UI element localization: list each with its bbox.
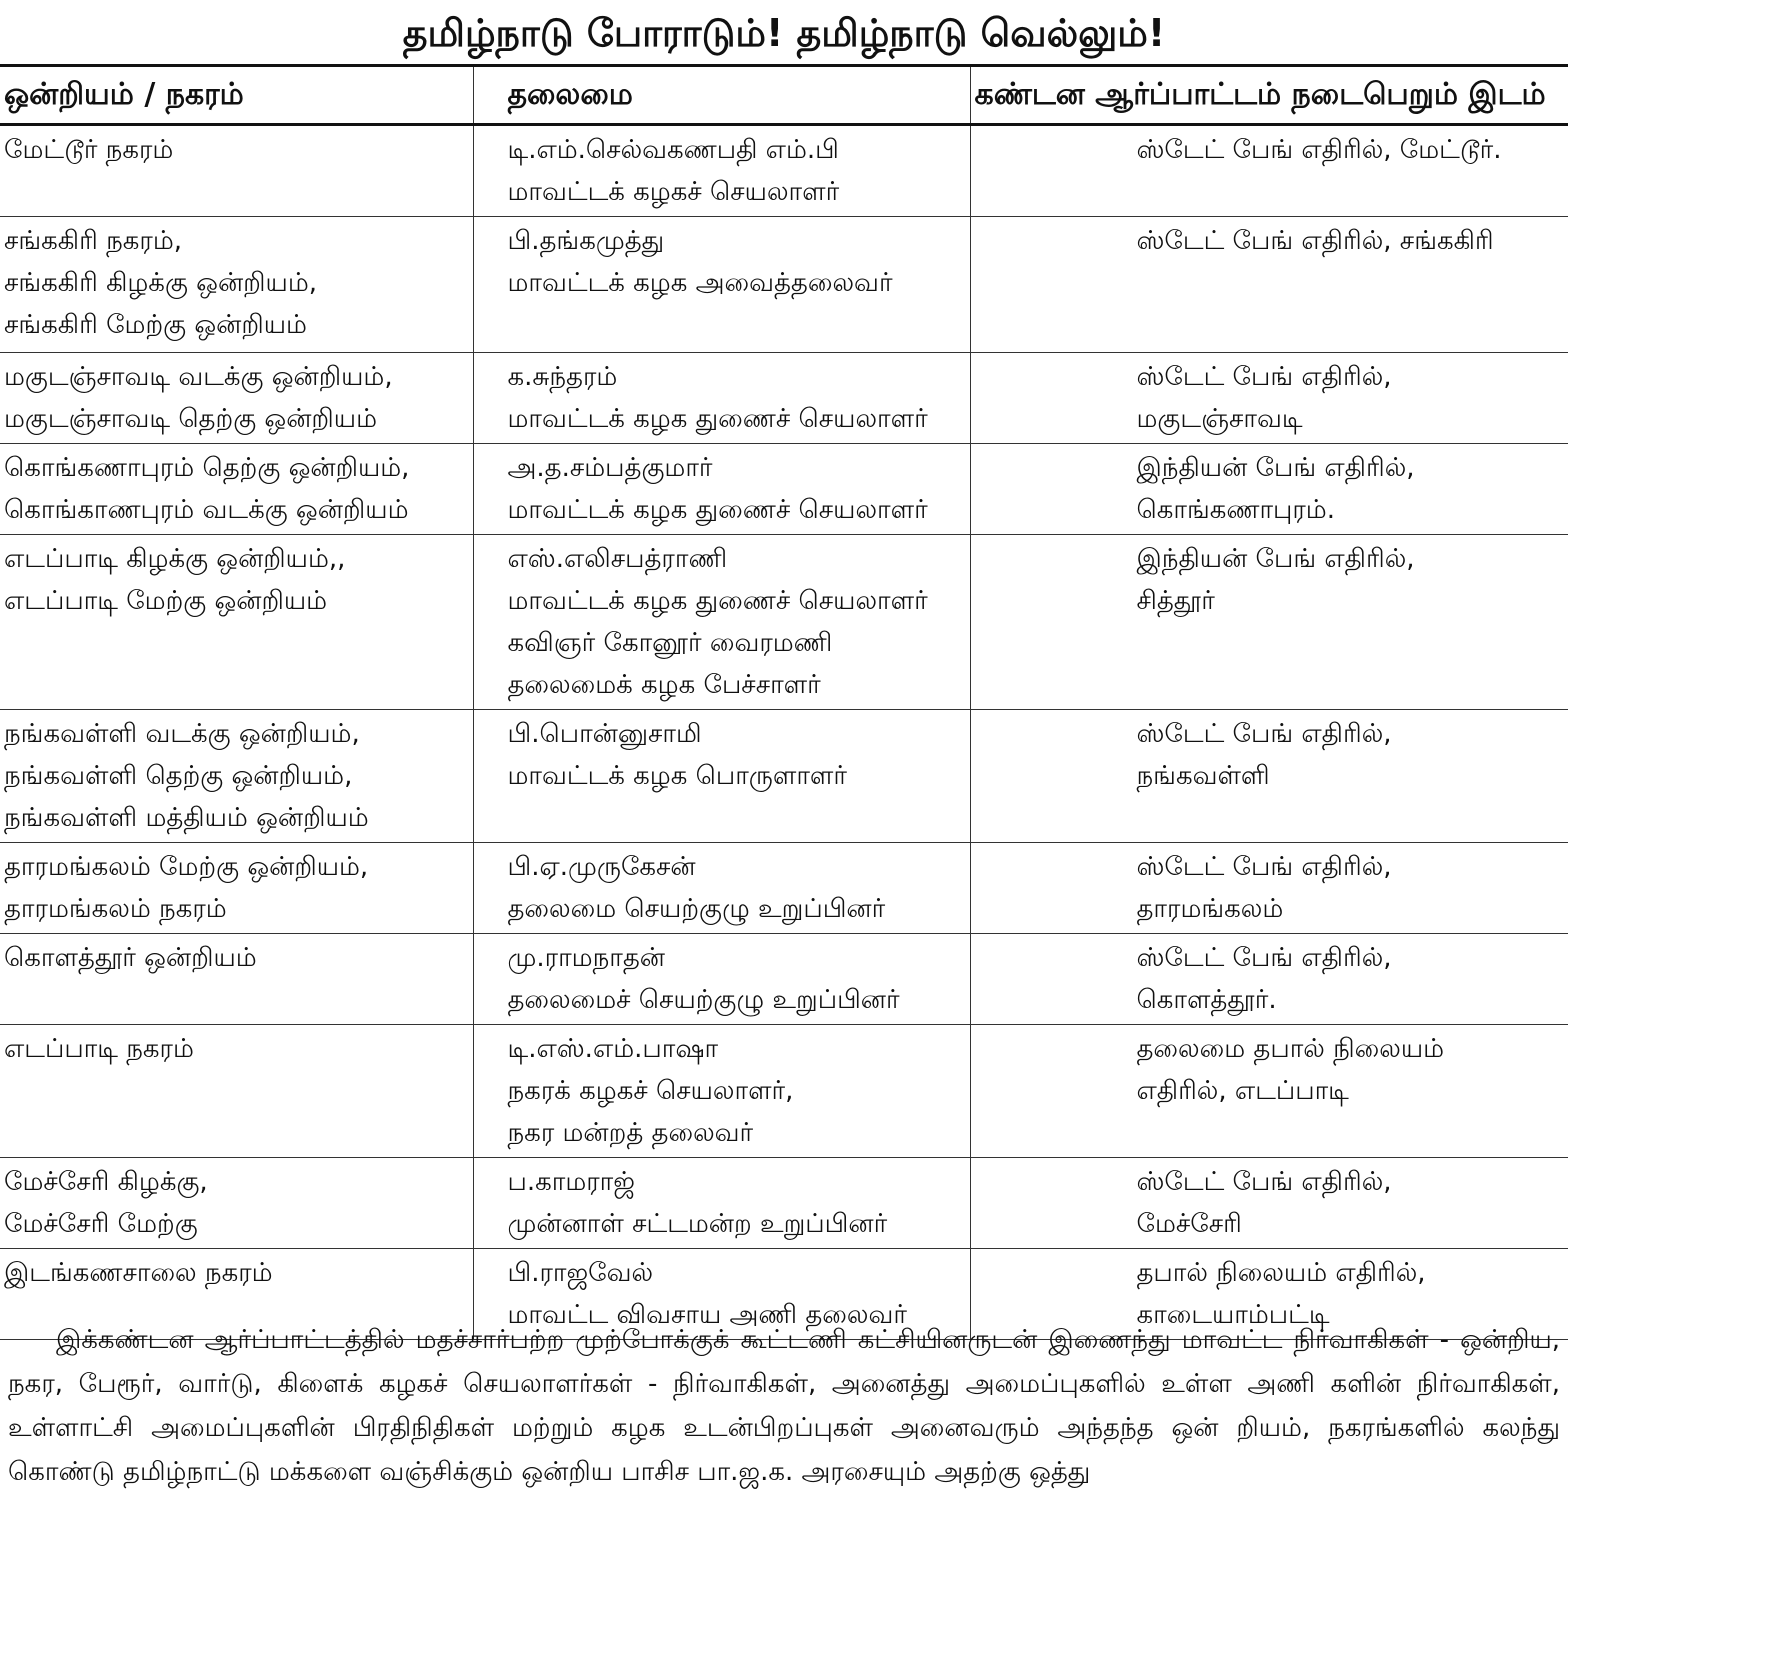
area-cell-line: மகுடஞ்சாவடி வடக்கு ஒன்றியம், xyxy=(4,362,393,392)
leader-cell-line: மாவட்டக் கழக அவைத்தலைவர் xyxy=(507,268,893,298)
venue-cell-line: மகுடஞ்சாவடி xyxy=(1136,404,1303,434)
area-cell-line: எடப்பாடி நகரம் xyxy=(4,1034,194,1064)
footer-paragraph xyxy=(0,1318,1568,1494)
table-row xyxy=(0,843,1568,934)
column-header-area: ஒன்றியம் / நகரம் xyxy=(0,66,473,125)
leader-cell-line: க.சுந்தரம் xyxy=(507,362,618,392)
venue-cell-line: இந்தியன் பேங் எதிரில், xyxy=(1136,453,1415,483)
area-cell-line: நங்கவள்ளி மத்தியம் ஒன்றியம் xyxy=(4,803,369,833)
leader-cell xyxy=(473,125,970,217)
table-row xyxy=(0,444,1568,535)
area-cell xyxy=(0,934,473,1025)
column-header-venue: கண்டன ஆர்ப்பாட்டம் நடைபெறும் இடம் xyxy=(970,66,1568,125)
venue-cell-line: ஸ்டேட் பேங் எதிரில், xyxy=(1136,943,1392,973)
leader-cell xyxy=(473,843,970,934)
area-cell-line: சங்ககிரி மேற்கு ஒன்றியம் xyxy=(4,310,307,340)
leader-cell-line: மாவட்டக் கழக துணைச் செயலாளர் xyxy=(507,586,928,616)
leader-cell-line: தலைமைச் செயற்குழு உறுப்பினர் xyxy=(507,985,900,1015)
venue-cell xyxy=(970,217,1568,353)
leader-cell-line: மாவட்ட விவசாய அணி தலைவர் xyxy=(507,1300,907,1330)
area-cell-line: மேச்சேரி கிழக்கு, xyxy=(4,1167,208,1197)
leader-cell-line: எஸ்.எலிசபத்ராணி xyxy=(507,544,728,574)
venue-cell xyxy=(970,1158,1568,1249)
table-header-row xyxy=(0,66,1568,125)
leader-cell-line: மாவட்டக் கழக துணைச் செயலாளர் xyxy=(507,404,928,434)
area-cell xyxy=(0,535,473,710)
table-body xyxy=(0,125,1568,1340)
leader-cell-line: மு.ராமநாதன் xyxy=(507,943,665,973)
area-cell xyxy=(0,843,473,934)
leader-cell-line: மாவட்டக் கழக துணைச் செயலாளர் xyxy=(507,495,928,525)
venue-cell xyxy=(970,934,1568,1025)
leader-cell xyxy=(473,535,970,710)
venue-cell-line: மேச்சேரி xyxy=(1136,1209,1242,1239)
venue-cell xyxy=(970,1025,1568,1158)
venue-cell-line: சித்தூர் xyxy=(1136,586,1215,616)
table-row xyxy=(0,1158,1568,1249)
page-title: தமிழ்நாடு போராடும்! தமிழ்நாடு வெல்லும்! xyxy=(402,11,1166,55)
area-cell xyxy=(0,125,473,217)
area-cell-line: இடங்கணசாலை நகரம் xyxy=(4,1258,273,1288)
leader-cell-line: அ.த.சம்பத்குமார் xyxy=(507,453,713,483)
venue-cell-line: ஸ்டேட் பேங் எதிரில், xyxy=(1136,852,1392,882)
leader-cell-line: முன்னாள் சட்டமன்ற உறுப்பினர் xyxy=(507,1209,888,1239)
venue-cell-line: கொங்கணாபுரம். xyxy=(1136,495,1335,525)
protest-schedule-table xyxy=(0,64,1568,1340)
venue-cell-line: ஸ்டேட் பேங் எதிரில், xyxy=(1136,719,1392,749)
footer-note xyxy=(0,1318,1568,1494)
table-row xyxy=(0,710,1568,843)
table-row xyxy=(0,217,1568,353)
area-cell-line: கொங்காணபுரம் வடக்கு ஒன்றியம் xyxy=(4,495,409,525)
area-cell-line: சங்ககிரி நகரம், xyxy=(4,226,183,256)
leader-cell-line: பி.ஏ.முருகேசன் xyxy=(507,852,696,882)
venue-cell xyxy=(970,125,1568,217)
area-cell xyxy=(0,1158,473,1249)
area-cell-line: மேட்டூர் நகரம் xyxy=(4,135,174,165)
venue-cell xyxy=(970,535,1568,710)
leader-cell-line: நகர மன்றத் தலைவர் xyxy=(507,1118,754,1148)
area-cell-line: மகுடஞ்சாவடி தெற்கு ஒன்றியம் xyxy=(4,404,377,434)
venue-cell-line: ஸ்டேட் பேங் எதிரில், xyxy=(1136,1167,1392,1197)
leader-cell-line: பி.பொன்னுசாமி xyxy=(507,719,702,749)
leader-cell-line: மாவட்டக் கழக பொருளாளர் xyxy=(507,761,847,791)
area-cell-line: எடப்பாடி கிழக்கு ஒன்றியம்,, xyxy=(4,544,346,574)
area-cell-line: நங்கவள்ளி வடக்கு ஒன்றியம், xyxy=(4,719,360,749)
area-cell-line: எடப்பாடி மேற்கு ஒன்றியம் xyxy=(4,586,328,616)
venue-cell-line: தபால் நிலையம் எதிரில், xyxy=(1136,1258,1426,1288)
leader-cell xyxy=(473,444,970,535)
leader-cell-line: கவிஞர் கோனூர் வைரமணி xyxy=(507,628,833,658)
leader-cell-line: பி.ராஜவேல் xyxy=(507,1258,654,1288)
table-row xyxy=(0,125,1568,217)
area-cell xyxy=(0,444,473,535)
area-cell-line: நங்கவள்ளி தெற்கு ஒன்றியம், xyxy=(4,761,353,791)
leader-cell-line: தலைமை செயற்குழு உறுப்பினர் xyxy=(507,894,886,924)
leader-cell-line: பி.தங்கமுத்து xyxy=(507,226,665,256)
area-cell-line: தாரமங்கலம் நகரம் xyxy=(4,894,227,924)
leader-cell-line: டி.எம்.செல்வகணபதி எம்.பி xyxy=(507,135,839,165)
leader-cell-line: நகரக் கழகச் செயலாளர், xyxy=(507,1076,794,1106)
venue-cell-line: தாரமங்கலம் xyxy=(1136,894,1284,924)
venue-cell xyxy=(970,444,1568,535)
table-row xyxy=(0,535,1568,710)
venue-cell-line: இந்தியன் பேங் எதிரில், xyxy=(1136,544,1415,574)
venue-cell-line: கொளத்தூர். xyxy=(1136,985,1277,1015)
area-cell-line: சங்ககிரி கிழக்கு ஒன்றியம், xyxy=(4,268,318,298)
leader-cell-line: மாவட்டக் கழகச் செயலாளர் xyxy=(507,177,840,207)
venue-cell xyxy=(970,710,1568,843)
venue-cell-line: நங்கவள்ளி xyxy=(1136,761,1270,791)
leader-cell xyxy=(473,710,970,843)
leader-cell-line: ப.காமராஜ் xyxy=(507,1167,635,1197)
leader-cell xyxy=(473,1158,970,1249)
area-cell xyxy=(0,1025,473,1158)
table-row xyxy=(0,934,1568,1025)
venue-cell-line: காடையாம்பட்டி xyxy=(1136,1300,1330,1330)
venue-cell-line: ஸ்டேட் பேங் எதிரில், xyxy=(1136,362,1392,392)
leader-cell-line: தலைமைக் கழக பேச்சாளர் xyxy=(507,670,821,700)
leader-cell xyxy=(473,1025,970,1158)
area-cell xyxy=(0,353,473,444)
area-cell-line: கொங்கணாபுரம் தெற்கு ஒன்றியம், xyxy=(4,453,410,483)
area-cell xyxy=(0,217,473,353)
leader-cell-line: டி.எஸ்.எம்.பாஷா xyxy=(507,1034,719,1064)
venue-cell-line: தலைமை தபால் நிலையம் xyxy=(1136,1034,1445,1064)
leader-cell xyxy=(473,934,970,1025)
table-row xyxy=(0,353,1568,444)
venue-cell-line: எதிரில், எடப்பாடி xyxy=(1136,1076,1349,1106)
table-row xyxy=(0,1025,1568,1158)
venue-cell-line: ஸ்டேட் பேங் எதிரில், மேட்டூர். xyxy=(1136,135,1502,165)
area-cell-line: தாரமங்கலம் மேற்கு ஒன்றியம், xyxy=(4,852,369,882)
area-cell xyxy=(0,710,473,843)
area-cell-line: மேச்சேரி மேற்கு xyxy=(4,1209,198,1239)
column-header-leader: தலைமை xyxy=(473,66,970,125)
area-cell-line: கொளத்தூர் ஒன்றியம் xyxy=(4,943,257,973)
leader-cell xyxy=(473,217,970,353)
venue-cell xyxy=(970,843,1568,934)
footer-text: இக்கண்டன ஆர்ப்பாட்டத்தில் மதச்சார்பற்ற முற்போக்குக் கூட்டணி கட்சியினருடன் இணைந்து மாவட்ட நிர்வாகிகள் - ஒன்றிய, நகர, பேரூர், வார்டு, கிளைக் கழகச் செயலாளர்கள் - நிர்வாகிகள், அனைத்து அமைப்புகளில் உள்ள அணி களின் நிர்வாகிகள், உள்ளாட்சி அமைப்புகளின் பிரதிநிதிகள் மற்றும் கழக உடன்பிறப்புகள் அனைவரும் அந்தந்த ஒன் றியம், நகரங்களில் கலந்து கொண்டு தமிழ்நாட்டு மக்களை வஞ்சிக்கும் ஒன்றிய பாசிச பா.ஜ.க. அரசையும் அதற்கு ஒத்து xyxy=(8,1325,1560,1487)
venue-cell-line: ஸ்டேட் பேங் எதிரில், சங்ககிரி xyxy=(1136,226,1494,256)
leader-cell xyxy=(473,353,970,444)
venue-cell xyxy=(970,353,1568,444)
